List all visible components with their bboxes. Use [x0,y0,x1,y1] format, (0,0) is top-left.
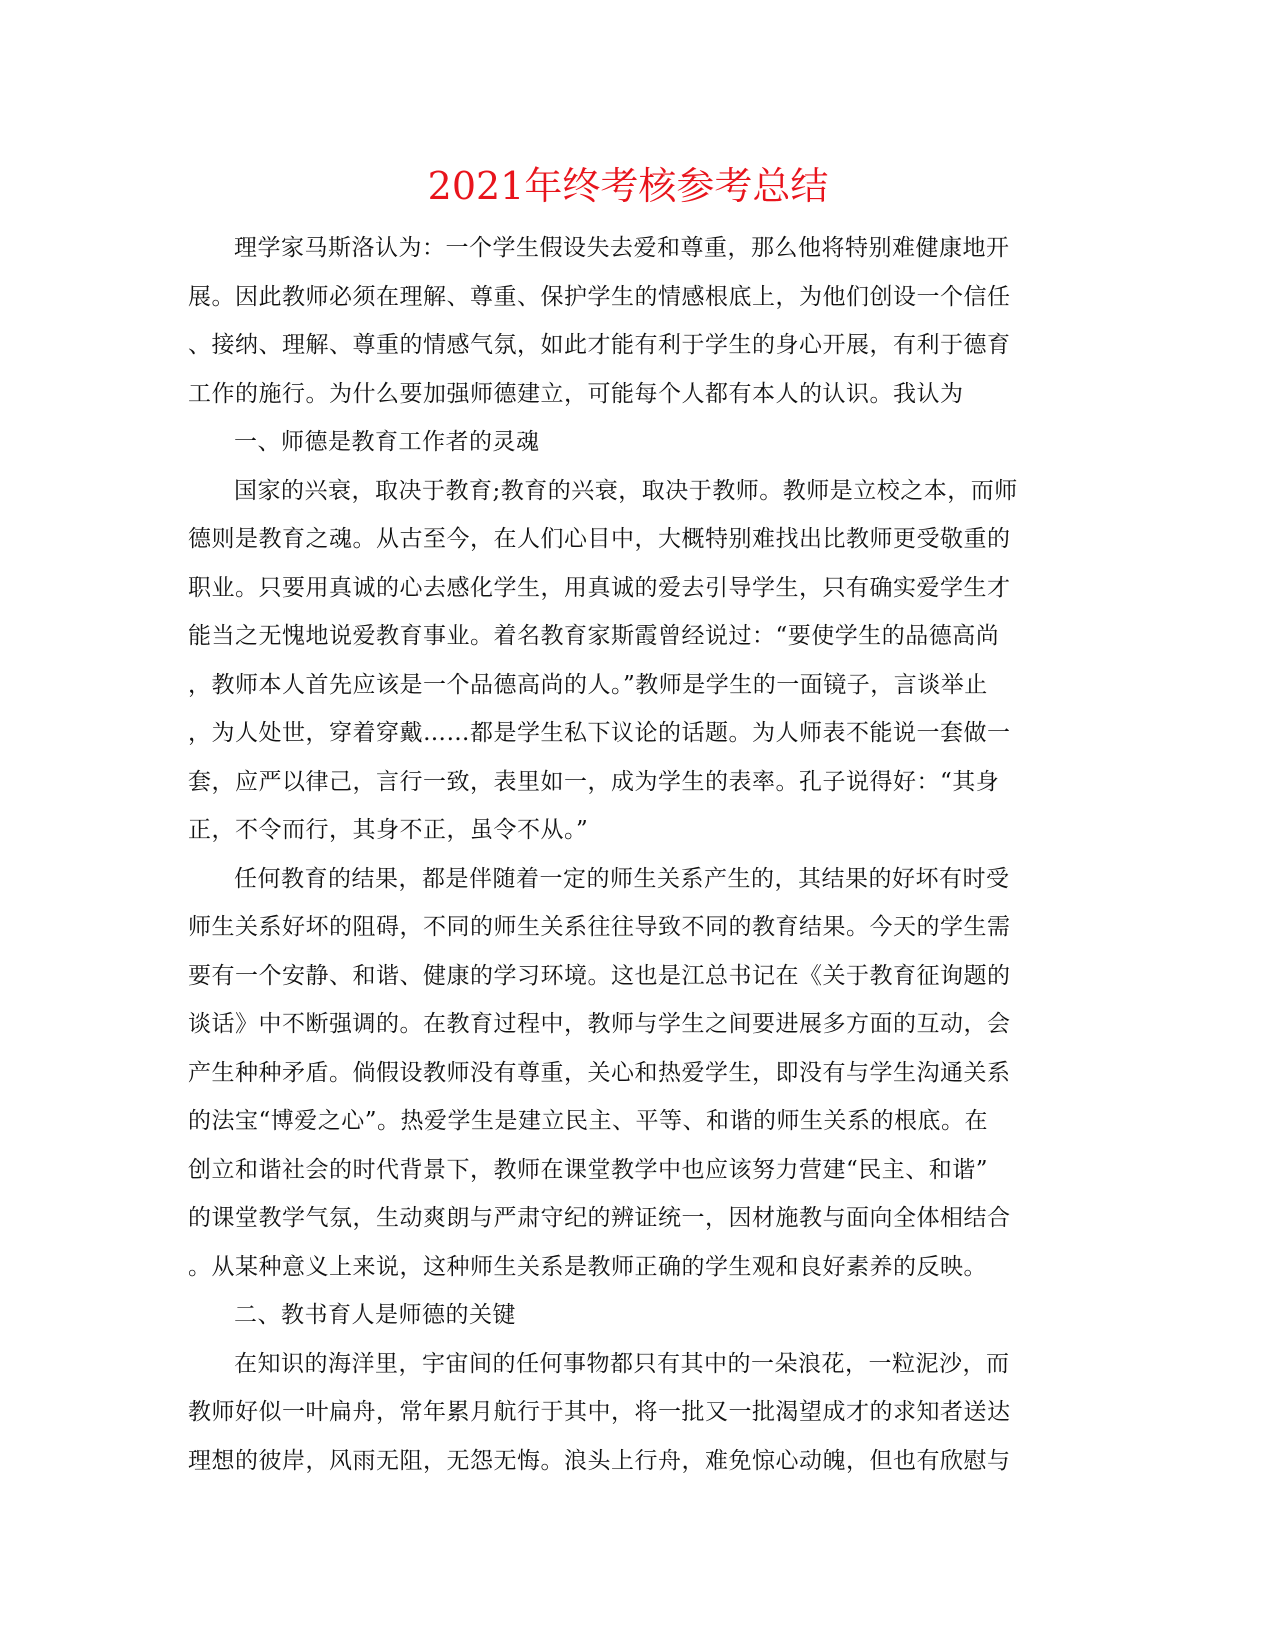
body-text-line: 。从某种意义上来说，这种师生关系是教师正确的学生观和良好素养的反映。 [188,1253,987,1280]
body-text-line: 套，应严以律己，言行一致，表里如一，成为学生的表率。孔子说得好：“其身 [188,768,1000,795]
body-text-line: 德则是教育之魂。从古至今，在人们心目中，大概特别难找出比教师更受敬重的 [188,526,1011,552]
body-text-line: 二、教书育人是师德的关键 [234,1302,516,1328]
body-text-line: 一、师德是教育工作者的灵魂 [234,429,540,455]
body-text-line: 理学家马斯洛认为：一个学生假设失去爱和尊重，那么他将特别难健康地开 [234,235,1010,261]
body-text-line: 产生种种矛盾。倘假设教师没有尊重，关心和热爱学生，即没有与学生沟通关系 [188,1059,1011,1086]
body-text-line: 能当之无愧地说爱教育事业。着名教育家斯霞曾经说过：“要使学生的品德高尚 [188,623,1000,649]
body-text-line: 在知识的海洋里，宇宙间的任何事物都只有其中的一朵浪花，一粒泥沙，而 [234,1350,1010,1377]
body-text-line: 正，不令而行，其身不正，虽令不从。” [188,817,589,843]
body-text-line: 教师好似一叶扁舟，常年累月航行于其中，将一批又一批渴望成才的求知者送达 [188,1399,1011,1425]
body-text-line: 展。因此教师必须在理解、尊重、保护学生的情感根底上，为他们创设一个信任 [188,283,1011,310]
body-text-line: 理想的彼岸，风雨无阻，无怨无悔。浪头上行舟，难免惊心动魄，但也有欣慰与 [188,1447,1011,1474]
body-text-line: 的法宝“博爱之心”。热爱学生是建立民主、平等、和谐的师生关系的根底。在 [188,1108,989,1134]
body-text-line: ，教师本人首先应该是一个品德高尚的人。”教师是学生的一面镜子，言谈举止 [188,671,988,698]
document-page [188,150,1068,1485]
body-text-line: 国家的兴衰，取决于教育;教育的兴衰，取决于教师。教师是立校之本，而师 [234,477,1018,504]
document-title: 2021年终考核参考总结 [427,164,829,208]
document-body [188,224,1068,1485]
body-text-line: 职业。只要用真诚的心去感化学生，用真诚的爱去引导学生，只有确实爱学生才 [188,574,1011,601]
body-text-line: 工作的施行。为什么要加强师德建立，可能每个人都有本人的认识。我认为 [188,380,964,407]
body-text-line: 要有一个安静、和谐、健康的学习环境。这也是江总书记在《关于教育征询题的 [188,962,1011,989]
body-text-line: 师生关系好坏的阻碍，不同的师生关系往往导致不同的教育结果。今天的学生需 [188,914,1011,940]
body-text-line: 创立和谐社会的时代背景下，教师在课堂教学中也应该努力营建“民主、和谐” [188,1156,989,1183]
body-text-line: 谈话》中不断强调的。在教育过程中，教师与学生之间要进展多方面的互动，会 [188,1011,1011,1037]
body-text-line: 任何教育的结果，都是伴随着一定的师生关系产生的，其结果的好坏有时受 [234,865,1010,892]
body-text-line: ，为人处世，穿着穿戴……都是学生私下议论的话题。为人师表不能说一套做一 [188,720,1011,746]
body-text-line: 、接纳、理解、尊重的情感气氛，如此才能有利于学生的身心开展，有利于德育 [188,332,1011,358]
body-text-line: 的课堂教学气氛，生动爽朗与严肃守纪的辨证统一，因材施教与面向全体相结合 [188,1205,1011,1231]
